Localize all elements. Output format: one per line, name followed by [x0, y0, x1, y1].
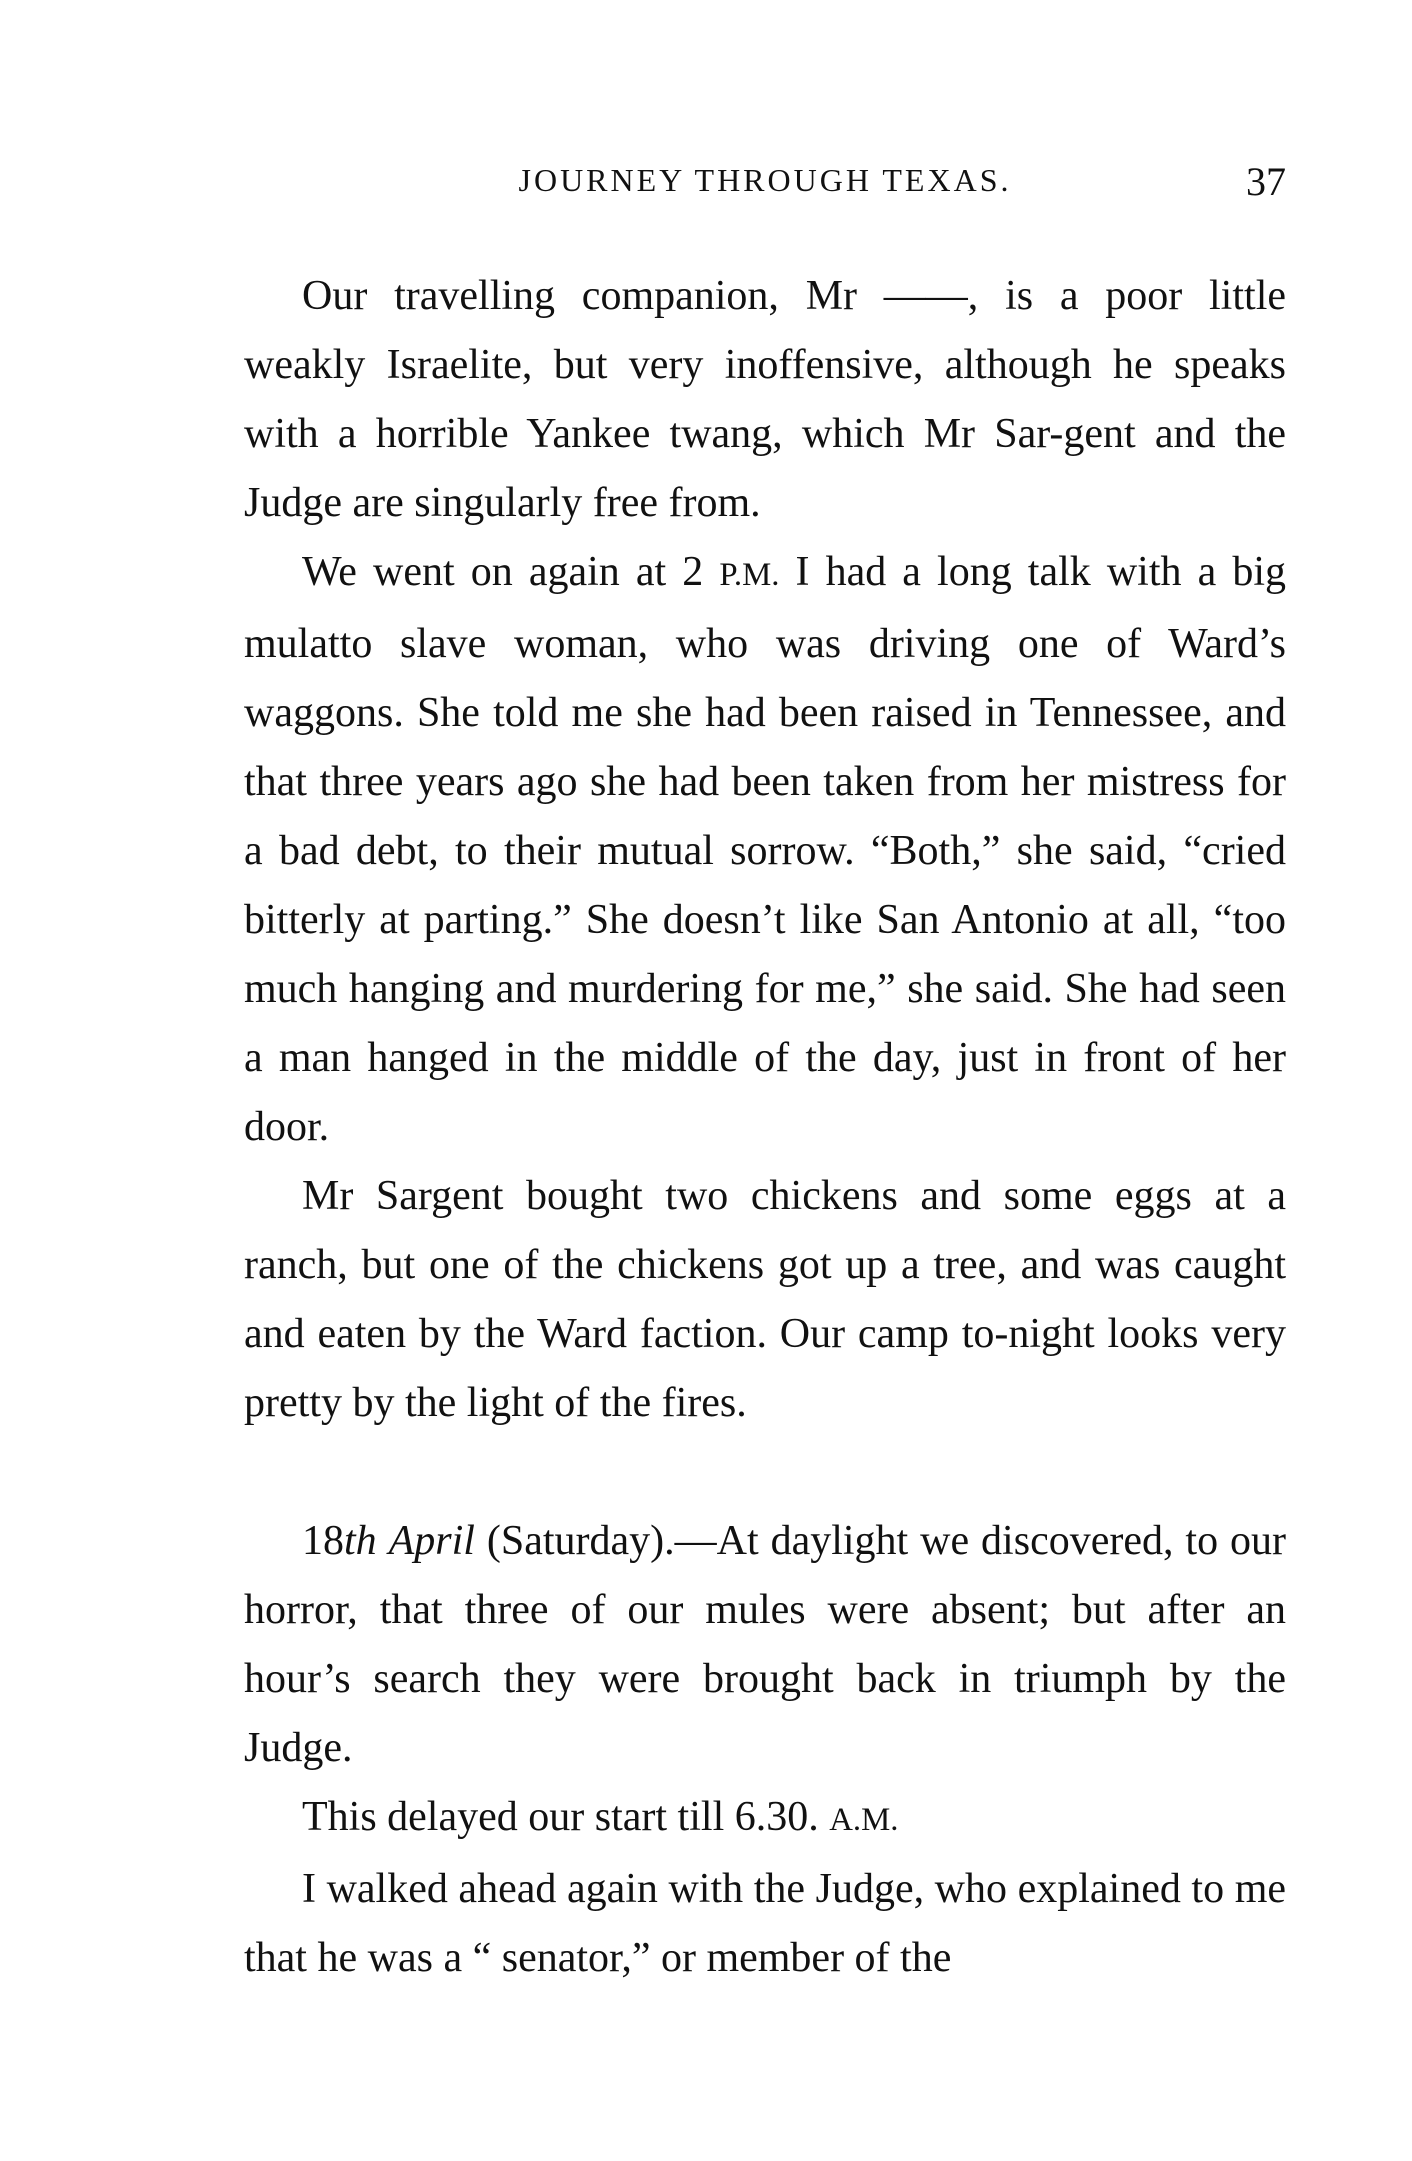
paragraph-diary-entry — [244, 1507, 1286, 1783]
paragraph-travelling-companion — [244, 262, 1286, 538]
body-text — [244, 262, 1286, 1993]
page-number: 37 — [1246, 159, 1286, 204]
running-head-title: JOURNEY THROUGH TEXAS. — [518, 162, 1012, 198]
paragraph-text: I walked ahead again with the Judge, who explained to me that he was a “ senator,” or member of the — [244, 1866, 1286, 1981]
running-header — [244, 158, 1286, 208]
paragraph-text: Our travelling companion, Mr ——, is a poor little weakly Israelite, but very inoffensive, although he speaks with a horrible Yankee twang, which Mr Sar-gent and the Judge are singularly free from. — [244, 273, 1286, 526]
entry-date-month: April — [388, 1518, 475, 1564]
paragraph-text: Mr Sargent bought two chickens and some eggs at a ranch, but one of the chickens got up a tree, and was caught and eaten by the Ward faction. Our camp to-night looks very pretty by the light of the fires. — [244, 1173, 1286, 1426]
paragraph-chickens — [244, 1162, 1286, 1438]
paragraph-delayed-start — [244, 1783, 1286, 1855]
paragraph-text: This delayed our start till 6.30. — [302, 1794, 830, 1840]
paragraph-text: (Saturday).—At daylight we discovered, to our horror, that three of our mules were absent; but after an hour’s search they were brought back in triumph by the Judge. — [244, 1518, 1286, 1771]
paragraph-walked-ahead — [244, 1855, 1286, 1993]
entry-date-day: 18 — [302, 1518, 344, 1564]
time-abbreviation: A.M. — [829, 1802, 899, 1838]
paragraph-slave-woman — [244, 538, 1286, 1162]
time-abbreviation: P.M. — [719, 557, 780, 593]
paragraph-text-start: We went on again at 2 — [302, 549, 720, 595]
entry-date-suffix: th — [344, 1518, 377, 1564]
paragraph-text-rest: I had a long talk with a big mulatto slave woman, who was driving one of Ward’s waggons. She told me she had been raised in Tennessee, and that three years ago she had been taken from her mistress for a bad debt, to their mutual sorrow. “Both,” she said, “cried bitterly at parting.” She doesn’t like San Antonio at all, “too much hanging and murdering for me,” she said. She had seen a man hanged in the middle of the day, just in front of her door. — [244, 549, 1286, 1150]
